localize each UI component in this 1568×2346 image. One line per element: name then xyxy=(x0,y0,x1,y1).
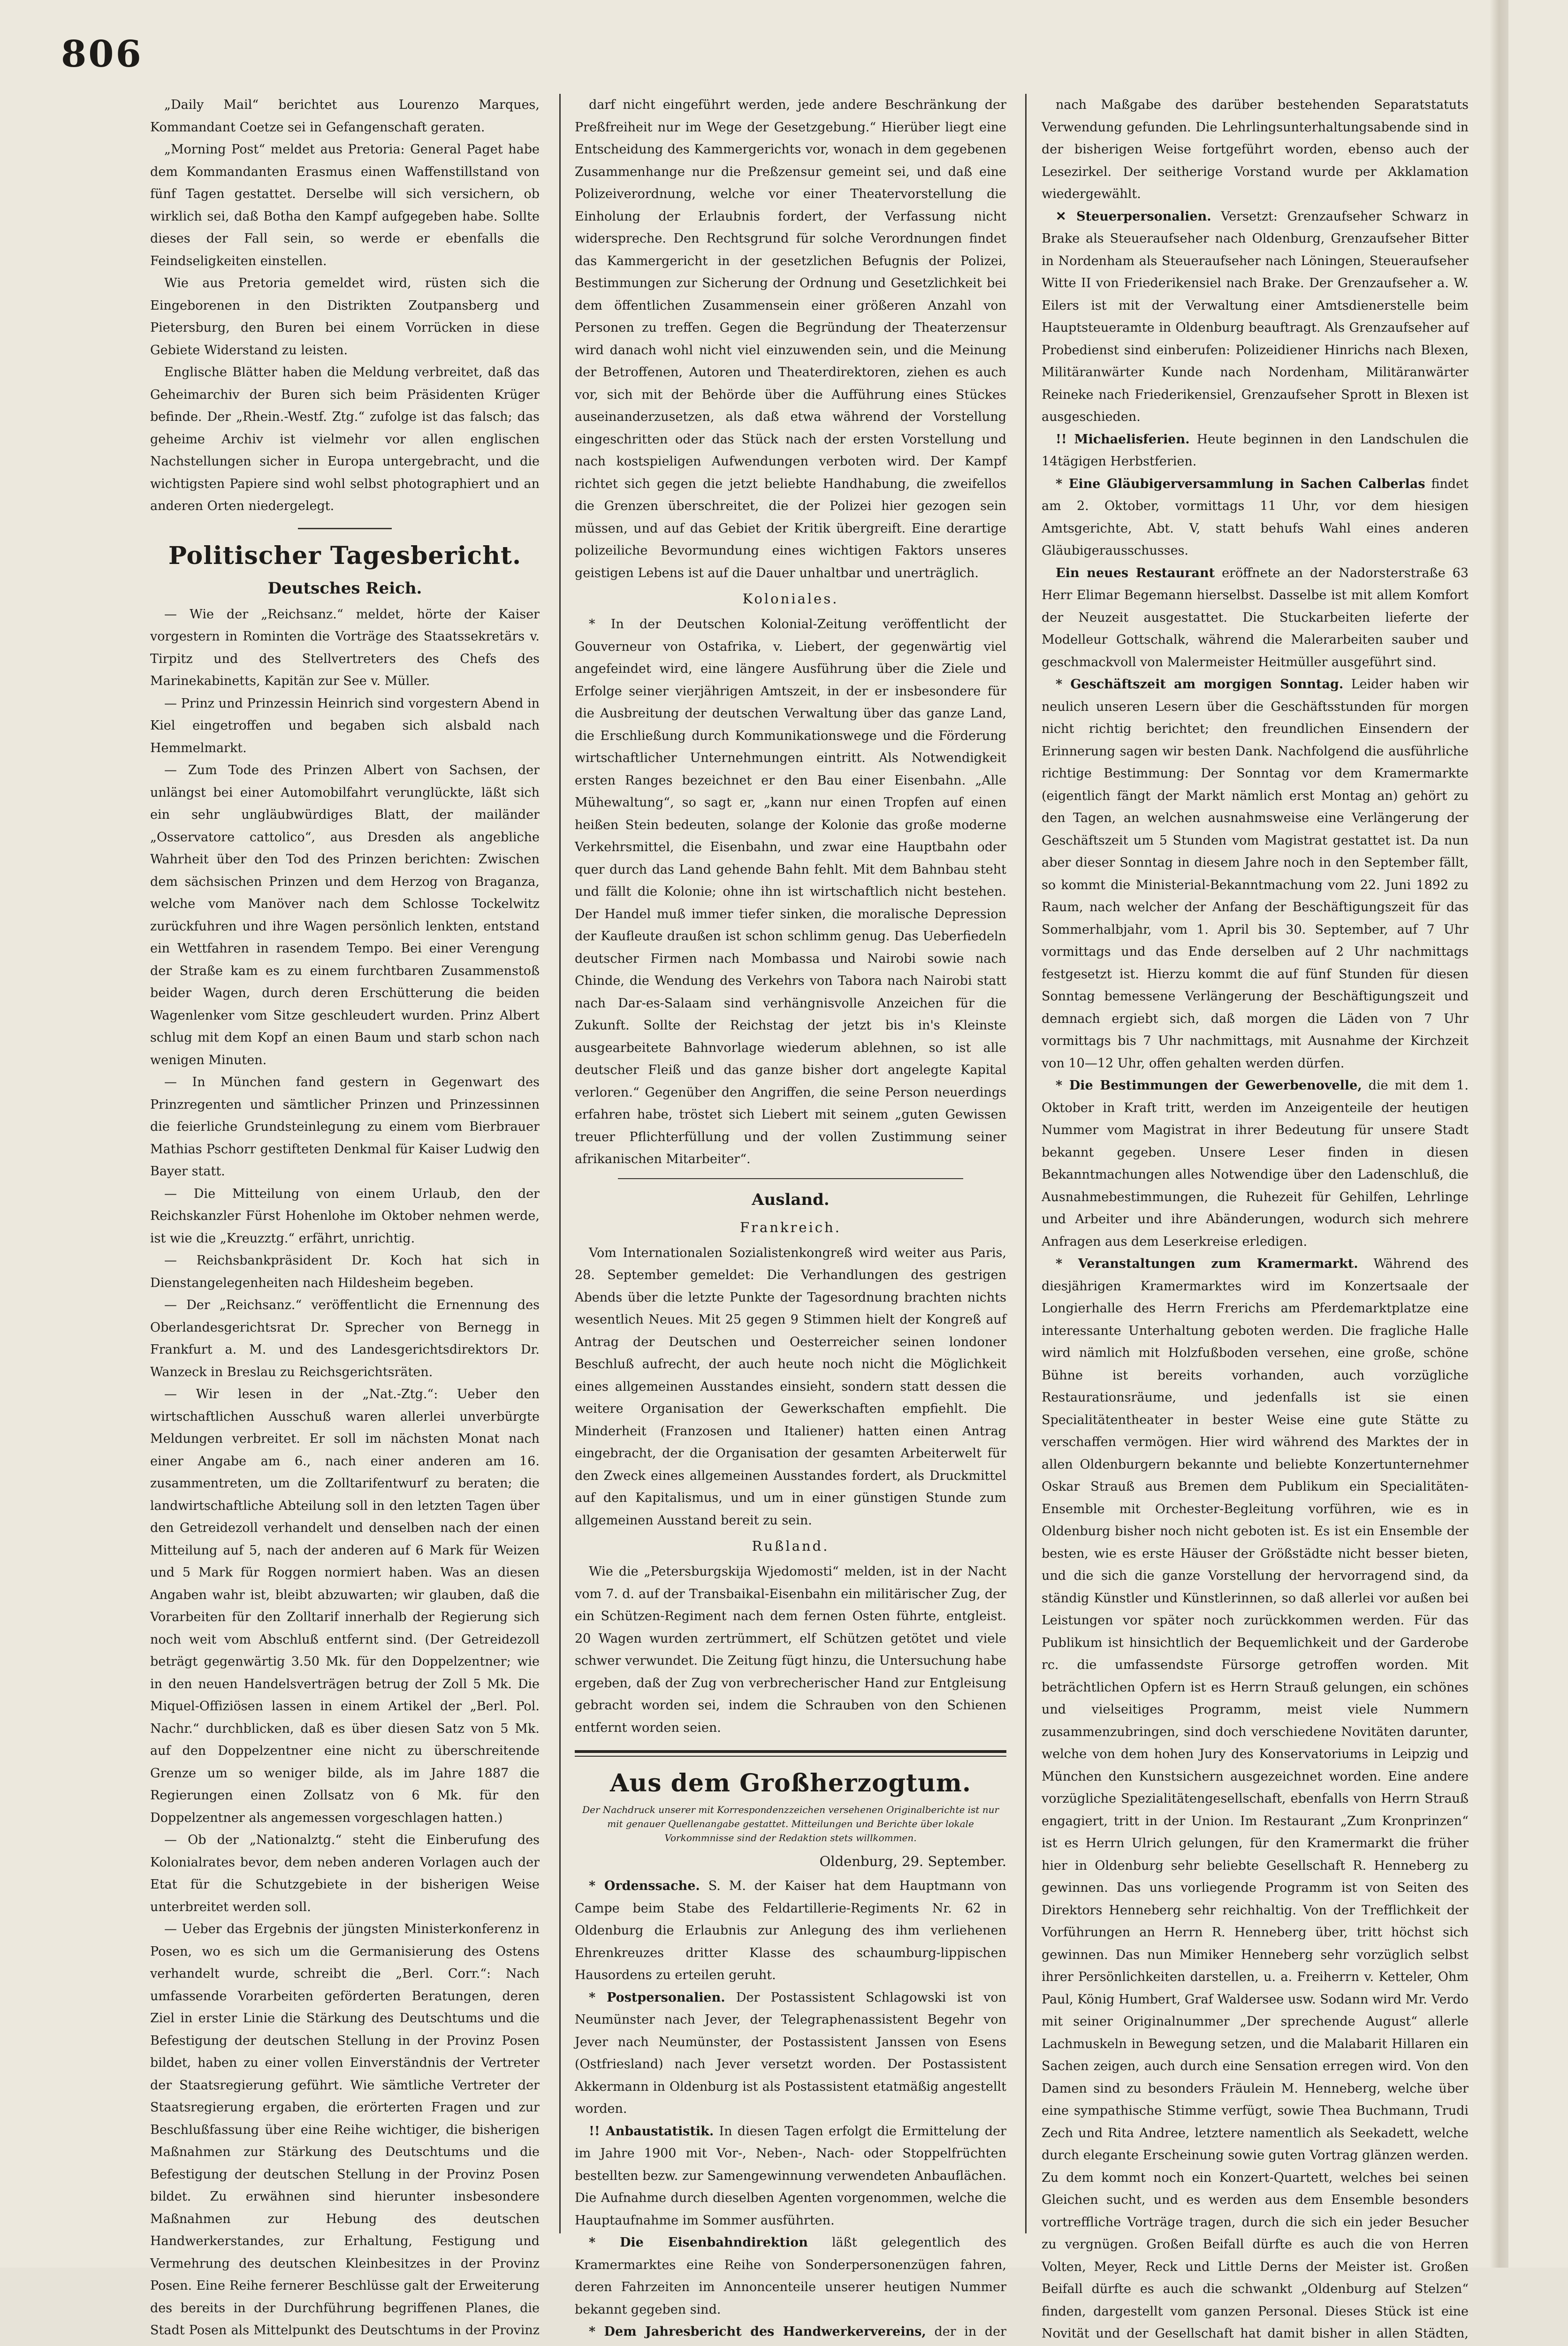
item-text: In diesen Tagen erfolgt die Ermittelung der im Jahre 1900 mit Vor-, Neben-, Nach- oder Stoppelfrüchten bestellten bezw. zur Samengewinnung verwendeten Anbauflächen. Die Aufnahme durch dieselben Agenten vorgenommen, welche die Hauptaufnahme im Sommer ausführten. xyxy=(575,2124,1006,2228)
item-text: Heute beginnen in den Landschulen die 14tägigen Herbstferien. xyxy=(1042,432,1469,469)
item-text: der in der xyxy=(934,2324,1006,2339)
article-paragraph: Wie aus Pretoria gemeldet wird, rüsten sich die Eingeborenen in den Distrikten Zoutpansberg und Pietersburg, den Buren bei einem Vorrücken in diese Gebiete Widerstand zu leisten. xyxy=(150,276,540,358)
item-heading: * Dem Jahresbericht des Handwerkervereins, xyxy=(589,2324,926,2339)
article-paragraph: Vom Internationalen Sozialistenkongreß wird weiter aus Paris, 28. September gemeldet: Die Verhandlungen des gestrigen Abends über die letzte Punkte der Tagesordnung brachten nichts wesentlich Neues. Mit 25 gegen 9 Stimmen hielt der Kongreß auf Antrag der Deutschen und Oesterreicher seinen londoner Beschluß aufrecht, der auch heute noch nicht die Möglichkeit eines allgemeinen Ausstandes einsieht, sondern statt dessen die weitere Organisation der Gewerkschaften empfiehlt. Die Minderheit (Franzosen und Italiener) hatten einen Antrag eingebracht, der die Organisation der gesamten Arbeiterwelt für den Zweck eines allgemeinen Ausstandes fordert, als Druckmittel auf den Kapitalismus, und um in einer günstigen Stunde zum allgemeinen Ausstand bereit zu sein. xyxy=(575,1245,1006,1528)
article-paragraph xyxy=(575,1875,1006,1987)
item-text: eröffnete an der Nadorsterstraße 63 Herr Elimar Begemann hierselbst. Dasselbe ist mit allem Komfort der Neuzeit ausgestattet. Die Stuckarbeiten lieferte der Modelleur Gottschalk, während die Malerarbeiten sauber und geschmackvoll von Malermeister Heitmüller ausgeführt sind. xyxy=(1042,565,1469,670)
item-heading: * Geschäftszeit am morgigen Sonntag. xyxy=(1056,677,1344,692)
article-paragraph: Englische Blätter haben die Meldung verbreitet, daß das Geheimarchiv der Buren sich beim Präsidenten Krüger befinde. Der „Rhein.-Westf. Ztg.“ zufolge ist das falsch; das geheime Archiv ist vielmehr vor allen englischen Nachstellungen sicher in Europa untergebracht, und die wichtigsten Papiere sind wohl selbst photographiert und an anderen Orten niedergelegt. xyxy=(150,365,540,513)
item-text: Versetzt: Grenzaufseher Schwarz in Brake als Steueraufseher nach Oldenburg, Grenzaufseher Bitter in Nordenham als Steueraufseher nach Löningen, Steueraufseher Witte II von Friederikensiel nach Brake. Der Grenzaufseher a. W. Eilers ist mit der Verwaltung einer Amtsdienerstelle beim Hauptsteueramte in Oldenburg beauftragt. Als Grenzaufseher auf Probedienst sind einberufen: Polizeidiener Hinrichs nach Blexen, Militäranwärter Kunde nach Nordenham, Militäranwärter Reineke nach Friederikensiel, Grenzaufseher Sprott in Blexen ist ausgeschieden. xyxy=(1042,209,1469,424)
article-paragraph xyxy=(1042,428,1469,473)
column-2 xyxy=(575,94,1007,2339)
column-rule-1 xyxy=(559,94,561,2233)
item-heading: !! Michaelisferien. xyxy=(1056,432,1190,447)
article-paragraph xyxy=(1042,1253,1469,2346)
section-divider xyxy=(618,1178,963,1179)
column-3 xyxy=(1042,94,1469,2341)
item-text: Der Postassistent Schlagowski ist von Neumünster nach Jever, der Telegraphenassistent Begehr von Jever nach Neumünster, der Postassistent Janssen von Esens (Ostfriesland) nach Jever versetzt worden. Der Postassistent Akkermann in Oldenburg ist als Postassistent etatmäßig angestellt worden. xyxy=(575,1990,1006,2116)
page-number: 806 xyxy=(61,33,143,76)
article-paragraph: — Prinz und Prinzessin Heinrich sind vorgestern Abend in Kiel eingetroffen und begaben sich alsbald nach Hemmelmarkt. xyxy=(150,696,540,755)
item-text: die mit dem 1. Oktober in Kraft tritt, werden im Anzeigenteile der heutigen Nummer vom Magistrat in ihrer Bedeutung für unsere Stadt bekannt gegeben. Unsere Leser finden in diesen Bekanntmachungen alles Notwendige über den Ladenschluß, die Ausnahmebestimmungen, die Ruhezeit für Gehilfen, Lehrlinge und Arbeiter und ihre Abänderungen, wodurch sich mehrere Anfragen aus dem Leserkreise erledigen. xyxy=(1042,1078,1469,1249)
item-text: S. M. der Kaiser hat dem Hauptmann von Campe beim Stabe des Feldartillerie-Regiments Nr. 62 in Oldenburg die Erlaubnis zur Anlegung des ihm verliehenen Ehrenkreuzes dritter Klasse des schaumburg-lippischen Hausordens zu erteilen geruht. xyxy=(575,1879,1007,1982)
article-paragraph: „Morning Post“ meldet aus Pretoria: General Paget habe dem Kommandanten Erasmus einen Waffenstillstand von fünf Tagen gestattet. Derselbe will sich versichern, ob wirklich sei, daß Botha den Kampf aufgegeben habe. Sollte dieses der Fall sein, so werde er ebenfalls die Feindseligkeiten einstellen. xyxy=(150,142,540,268)
section-subheading: Deutsches Reich. xyxy=(267,579,422,598)
article-paragraph: — Ob der „Nationalztg.“ steht die Einberufung des Kolonialrates bevor, dem neben anderen Vorlagen auch der Etat für die Schutzgebiete in der bisherigen Weise unterbreitet werden soll. xyxy=(150,1833,540,1914)
article-paragraph xyxy=(1042,562,1469,674)
article-paragraph: — Reichsbankpräsident Dr. Koch hat sich in Dienstangelegenheiten nach Hildesheim begeben. xyxy=(150,1253,540,1290)
article-paragraph: nach Maßgabe des darüber bestehenden Separatstatuts Verwendung gefunden. Die Lehrlingsunterhaltungsabende sind in der bisherigen Weise fortgeführt worden, ebenso auch der Lesezirkel. Der seitherige Vorstand wurde per Akklamation wiedergewählt. xyxy=(1042,98,1469,201)
section-heading: Politischer Tagesbericht. xyxy=(168,541,522,570)
section-divider xyxy=(575,1750,1006,1757)
article-paragraph: — Wie der „Reichsanz.“ meldet, hörte der Kaiser vorgestern in Rominten die Vorträge des Staatssekretärs v. Tirpitz und des Stellvertreters des Chefs des Marinekabinetts, Kapitän zur See v. Müller. xyxy=(150,607,540,688)
item-text: findet am 2. Oktober, vormittags 11 Uhr, vor dem hiesigen Amtsgerichte, Abt. V, statt behufs Wahl eines anderen Gläubigerausschusses. xyxy=(1042,476,1469,558)
article-paragraph: — In München fand gestern in Gegenwart des Prinzregenten und sämtlicher Prinzen und Prinzessinnen die feierliche Grundsteinlegung zu einem vom Bierbrauer Mathias Pschorr gestifteten Denkmal für Kaiser Ludwig den Bayer statt. xyxy=(150,1075,540,1179)
article-paragraph: — Zum Tode des Prinzen Albert von Sachsen, der unlängst bei einer Automobilfahrt verunglückte, läßt sich ein sehr ungläubwürdiges Blatt, der mailänder „Osservatore cattolico“, aus Dresden als angebliche Wahrheit über den Tod des Prinzen berichten: Zwischen dem sächsischen Prinzen und dem Herzog von Braganza, welche vom Manöver nach dem Schlosse Tockelwitz zurückfuhren und ihre Wagen persönlich lenkten, entstand ein Wettfahren in rasendem Tempo. Bei einer Verengung der Straße kam es zu einem furchtbaren Zusammenstoß beider Wagen, durch deren Erschütterung die beiden Wagenlenker vom Sitze geschleudert wurden. Prinz Albert schlug mit dem Kopf an einen Baum und starb schon nach wenigen Minuten. xyxy=(150,763,540,1067)
item-heading: * Veranstaltungen zum Kramermarkt. xyxy=(1056,1257,1358,1271)
article-paragraph xyxy=(575,2120,1006,2232)
article-paragraph xyxy=(575,1987,1006,2120)
item-text: Leider haben wir neulich unseren Lesern über die Geschäftsstunden für morgen nicht richtig berichtet; den freundlichen Einsendern der Erinnerung sagen wir besten Dank. Nachfolgend die ausführliche richtige Bestimmung: Der Sonntag vor dem Kramermarkte (eigentlich fängt der Markt nämlich erst Montag an) gehört zu den Tagen, an welchen ausnahmsweise eine Verlängerung der Geschäftszeit um 5 Stunden vom Magistrat gestattet ist. Da nun aber dieser Sonntag in diesem Jahre noch in den September fällt, so kommt die Ministerial-Bekanntmachung vom 22. Juni 1892 zu Raum, nach welcher der Anfang der Beschäftigungszeit für das Sommerhalbjahr, vom 1. April bis 30. September, auf 7 Uhr vormittags und das Ende derselben auf 2 Uhr nachmittags festgesetzt ist. Hierzu kommt die auf fünf Stunden für diesen Sonntag bemessene Verlängerung der Beschäftigungszeit und demnach ergiebt sich, daß morgen die Läden von 7 Uhr vormittags bis 7 Uhr nachmittags, mit Ausnahme der Kirchzeit von 10—12 Uhr, offen gehalten werden dürfen. xyxy=(1042,677,1469,1071)
item-heading: * Die Bestimmungen der Gewerbenovelle, xyxy=(1056,1078,1362,1093)
item-heading: Ein neues Restaurant xyxy=(1056,565,1215,580)
article-paragraph: darf nicht eingeführt werden, jede andere Beschränkung der Preßfreiheit nur im Wege der Gesetzgebung.“ Hierüber liegt eine Entscheidung des Kammergerichts vor, wonach in dem gegebenen Zusammenhange nur die Preßzensur gemeint sei, und daß eine Polizeiverordnung, welche vor einer Theatervorstellung die Einholung der Erlaubnis fordert, der Verfassung nicht widerspreche. Den Rechtsgrund für solche Verordnungen findet das Kammergericht in der gesetzlichen Befugnis der Polizei, Bestimmungen zur Sicherung der Ordnung und Gesetzlichkeit bei dem öffentlichen Zusammensein einer größeren Anzahl von Personen zu treffen. Gegen die Begründung der Theaterzensur wird danach wohl nicht viel einzuwenden sein, und die Meinung der Betroffenen, Autoren und Theaterdirektoren, ziehen es auch vor, sich mit der Behörde über die Aufführung eines Stückes auseinanderzusetzen, als daß etwa während der Vorstellung eingeschritten oder das Stück nach der ersten Vorstellung und nach kostspieligen Aufwendungen verboten wird. Der Kampf richtet sich gegen die jetzt beliebte Handhabung, die zweifellos die Grenzen überschreitet, die der Polizei hier gezogen sein müssen, und auf das Gebiet der Kritik übergreift. Eine derartige polizeiliche Bevormundung eines wichtigen Faktors unseres geistigen Lebens ist auf die Dauer unhaltbar und unerträglich. xyxy=(575,98,1006,580)
section-divider xyxy=(298,528,392,529)
section-subheading: Frankreich. xyxy=(740,1219,841,1235)
item-heading: * Postpersonalien. xyxy=(589,1990,725,2005)
dateline: Oldenburg, 29. September. xyxy=(819,1853,1006,1869)
reprint-note: Der Nachdruck unserer mit Korrespondenzzeichen versehenen Originalberichte ist nur mit genauer Quellenangabe gestattet. Mitteilungen und Berichte über lokale Vorkommnisse sind der Redaktion stets willkommen. xyxy=(582,1804,999,1843)
section-heading: Aus dem Großherzogtum. xyxy=(610,1769,971,1798)
article-paragraph: — Wir lesen in der „Nat.-Ztg.“: Ueber den wirtschaftlichen Ausschuß waren allerlei unverbürgte Meldungen verbreitet. Er soll im nächsten Monat nach einer Angabe am 6., nach einer anderen am 16. zusammentreten, um die Zolltarifentwurf zu beraten; die landwirtschaftliche Abteilung soll in den letzten Tagen über den Getreidezoll verhandelt und denselben nach der einen Mitteilung auf 5, nach der anderen auf 6 Mark für Weizen und 5 Mark für Roggen normiert haben. Was an diesen Angaben wahr ist, bleibt abzuwarten; wir glauben, daß die Vorarbeiten für den Zolltarif innerhalb der Regierung sich noch weit vom Abschluß entfernt sind. (Der Getreidezoll beträgt gegenwärtig 3.50 Mk. für den Doppelzentner; wie in den neuen Handelsverträgen betrug der Zoll 5 Mk. Die Miquel-Offiziösen lassen in einem Artikel der „Berl. Pol. Nachr.“ durchblicken, daß es über diesen Satz von 5 Mk. auf den Doppelzentner eine nicht zu überschreitende Grenze um so weniger bilde, als im Jahre 1887 die Regierungen einen Zollsatz von 6 Mk. für den Doppelzentner als angemessen vorgeschlagen hatten.) xyxy=(150,1387,540,1825)
article-paragraph xyxy=(1042,1074,1469,1253)
item-heading: * Die Eisenbahndirektion xyxy=(589,2235,808,2250)
item-text: läßt gelegentlich des Kramermarktes eine Reihe von Sonderpersonenzügen fahren, deren Fahrzeiten im Annoncenteile unserer heutigen Nummer bekannt gegeben sind. xyxy=(575,2235,1006,2317)
column-1 xyxy=(150,94,540,2338)
section-subheading: Rußland. xyxy=(752,1538,830,1554)
article-paragraph xyxy=(1042,473,1469,562)
article-paragraph: „Daily Mail“ berichtet aus Lourenzo Marques, Kommandant Coetze sei in Gefangenschaft geraten. xyxy=(150,98,540,135)
article-paragraph xyxy=(575,2321,1006,2346)
section-subheading: Koloniales. xyxy=(742,591,839,607)
article-paragraph: Wie die „Petersburgskija Wjedomosti“ melden, ist in der Nacht vom 7. d. auf der Transbaikal-Eisenbahn ein militärischer Zug, der ein Schützen-Regiment nach dem fernen Osten führte, entgleist. 20 Wagen wurden zertrümmert, elf Schützen getötet und viele schwer verwundet. Die Zeitung fügt hinzu, die Untersuchung habe ergeben, daß der Zug von verbrecherischer Hand zur Entgleisung gebracht worden sei, indem die Schrauben von den Schienen entfernt worden seien. xyxy=(575,1564,1006,1735)
page-edge xyxy=(1490,0,1508,2268)
item-heading: * Ordenssache. xyxy=(589,1879,700,1893)
article-paragraph: * In der Deutschen Kolonial-Zeitung veröffentlicht der Gouverneur von Ostafrika, v. Liebert, der gegenwärtig viel angefeindet wird, eine längere Ausführung über die Ziele und Erfolge seiner vierjährigen Amtszeit, in der er insbesondere für die Ausbreitung der deutschen Verwaltung über das ganze Land, die Erschließung durch Kommunikationswege und die Förderung wirtschaftlicher Unternehmungen eintritt. Als Notwendigkeit ersten Ranges bezeichnet er den Bau einer Eisenbahn. „Alle Mühewaltung“, so sagt er, „kann nur einen Tropfen auf einen heißen Stein bedeuten, solange der Kolonie das große moderne Verkehrsmittel, die Eisenbahn, und zwar eine Hauptbahn oder quer durch das Land gehende Bahn fehlt. Mit dem Bahnbau steht und fällt die Kolonie; ohne ihn ist wirtschaftlich nicht bestehen. Der Handel muß immer tiefer sinken, die moralische Depression der Kaufleute draußen ist schon schlimm genug. Das Ueberfiedeln deutscher Firmen nach Mombassa und Nairobi sowie nach Chinde, die Wendung des Verkehrs von Tabora nach Nairobi statt nach Dar-es-Salaam sind verhängnisvolle Anzeichen für die Zukunft. Sollte der Reichstag der jetzt bis in's Kleinste ausgearbeitete Bahnvorlage wiederum ablehnen, so ist alle deutscher Fleiß und das ganze bisher dort angelegte Kapital verloren.“ Gegenüber den Angriffen, die seine Person neuerdings erfahren habe, tröstet sich Liebert mit seinem „guten Gewissen treuer Pflichterfüllung und der vollen Zustimmung seiner afrikanischen Mitarbeiter“. xyxy=(575,617,1006,1166)
section-heading: Ausland. xyxy=(752,1190,830,1209)
item-heading: !! Anbaustatistik. xyxy=(589,2124,714,2139)
article-paragraph: — Der „Reichsanz.“ veröffentlicht die Ernennung des Oberlandesgerichtsrat Dr. Sprecher von Bernegg in Frankfurt a. M. und des Landesgerichtsdirektors Dr. Wanzeck in Breslau zu Reichsgerichtsräten. xyxy=(150,1298,540,1379)
article-paragraph: — Die Mitteilung von einem Urlaub, den der Reichskanzler Fürst Hohenlohe im Oktober nehmen werde, ist wie die „Kreuzztg.“ erfährt, unrichtig. xyxy=(150,1186,540,1246)
item-text: Während des diesjährigen Kramermarktes wird im Konzertsaale der Longierhalle des Herrn Frerichs am Pferdemarktplatze eine interessante Unterhaltung geboten werden. Die fragliche Halle wird nämlich mit Holzfußboden versehen, eine große, schöne Bühne ist bereits vorhanden, auch vorzügliche Restaurationsräume, und jedenfalls ist sie einen Specialitätentheater in bester Weise eine gute Stätte zu verschaffen vermögen. Hier wird während des Marktes der in allen Oldenburgern bekannte und beliebte Konzertunternehmer Oskar Strauß aus Bremen dem Publikum ein Specialitäten-Ensemble mit Orchester-Begleitung vorführen, wie es in Oldenburg bisher noch nicht geboten ist. Es ist ein Ensemble der besten, wie es erste Häuser der Größstädte nicht besser bieten, und die sich die ganze Vorstellung der hervorragend sind, da ständig Künstler und Künstlerinnen, so daß allerlei vor außen bei Leistungen vor später noch zurückkommen werden. Für das Publikum ist hinsichtlich der Bequemlichkeit und der Garderobe rc. die umfassendste Fürsorge getroffen worden. Mit beträchtlichen Opfern ist es Herrn Strauß gelungen, ein schönes und vielseitiges Programm, meist viele Nummern zusammenzubringen, sind doch verschiedene Novitäten darunter, welche von dem hohen Jury des Konservatoriums in Leipzig und München den Kunstsichern ausgezeichnet worden. Eine andere vorzügliche Spezialitätengesellschaft, ebenfalls von Herrn Strauß engagiert, tritt in der Union. Im Restaurant „Zum Kronprinzen“ ist es Herrn Ulrich gelungen, für den Kramermarkt die früher hier in Oldenburg sehr beliebte Gesellschaft R. Henneberg zu gewinnen. Das uns vorliegende Programm ist von Seiten des Direktors Henneberg sehr reichhaltig. Von der Trefflichkeit der Vorführungen an Herrn R. Henneberg über, tritt höchst sich gewinnen. Das nun Mimiker Henneberg sehr vorzüglich selbst ihrer Persönlichkeiten darstellen, u. a. Freiherrn v. Ketteler, Ohm Paul, König Humbert, Graf Waldersee usw. Sodann wird Mr. Verdo mit seiner Originalnummer „Der sprechende August“ allerle Lachmuskeln in Bewegung setzen, und die Malabarit Hillaren ein Sachen zeigen, auch durch eine Sensation erregen wird. Von den Damen sind zu besonders Fräulein M. Henneberg, welche über eine sympathische Stimme verfügt, sowie Thea Buchmann, Trudi Zech und Rita Andree, letztere namentlich als Seekadett, welche durch elegante Erscheinung sowie guten Vortrag glänzen werden. Zu dem kommt noch ein Konzert-Quartett, welches bei seinen Gleichen sucht, und es werden aus dem Ensemble besonders vortreffliche Vorträge tragen, durch die sich ein jeder Besucher zu vergnügen. Großen Beifall dürfte es auch die von Herren Volten, Meyer, Reck und Little Derns der Meister ist. Großen Beifall dürfte es auch die schwankt „Oldenburg auf Stelzen“ finden, dargestellt vom ganzen Personal. Dieses Stück ist eine Novität und der Gesellschaft hat damit bisher in allen Städten, xyxy=(1042,1257,1469,2341)
item-heading: ✕ Steuerpersonalien. xyxy=(1056,209,1211,224)
article-paragraph: — Ueber das Ergebnis der jüngsten Ministerkonferenz in Posen, wo es sich um die Germanisierung des Ostens verhandelt wurde, schreibt die „Berl. Corr.“: Nach umfassende Vorarbeiten geförderten Beratungen, deren Ziel in erster Linie die Stärkung des Deutschtums und die Befestigung der deutschen Stellung in der Provinz Posen bildet, haben zu einer vollen Einverständnis der Vertreter der Staatsregierung geführt. Wie sämtliche Vertreter der Staatsregierung ergaben, die erörterten Fragen und zur Beschlußfassung über eine Reihe wichtiger, die bisherigen Maßnahmen zur Stärkung des Deutschtums und die Befestigung der deutschen Stellung in der Provinz Posen bildet. Zu erwähnen sind hierunter insbesondere Maßnahmen zur Hebung des deutschen Handwerkerstandes, zur Erhaltung, Festigung und Vermehrung des deutschen Kleinbesitzes in der Provinz Posen. Eine Reihe fernerer Beschlüsse galt der Erweiterung des bereits in der Durchführung begriffenen Planes, die Stadt Posen als Mittelpunkt des Deutschtums in der Provinz xyxy=(150,1922,540,2338)
article-paragraph xyxy=(575,2232,1006,2321)
article-paragraph xyxy=(1042,206,1469,428)
item-heading: * Eine Gläubigerversammlung in Sachen Calberlas xyxy=(1056,476,1425,491)
article-paragraph xyxy=(1042,673,1469,1074)
column-rule-2 xyxy=(1025,94,1027,2233)
